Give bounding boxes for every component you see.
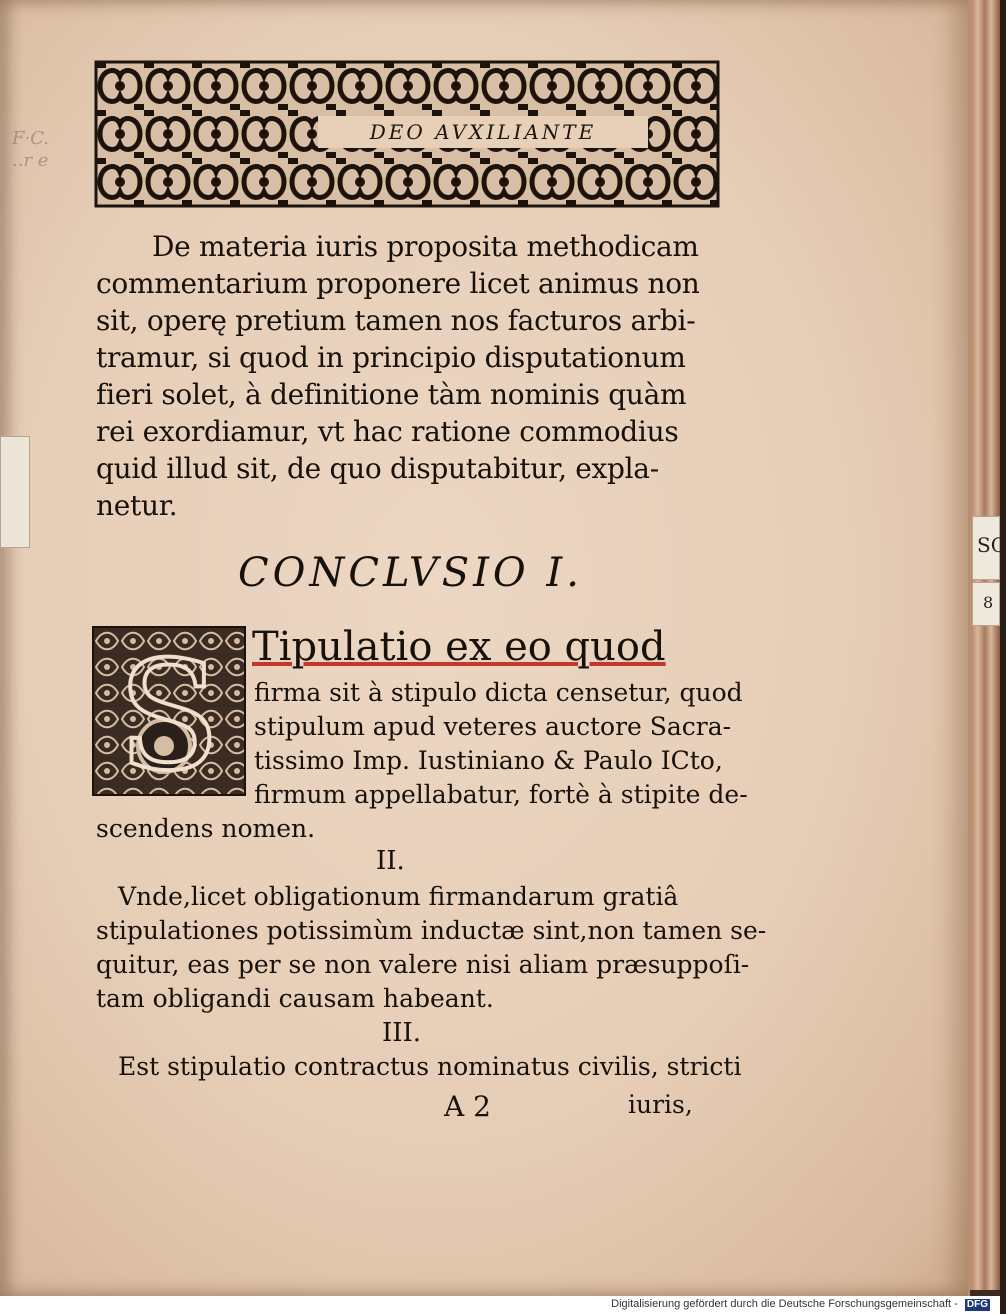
text-line: firma sit à stipulo dicta censetur, quod <box>254 678 743 707</box>
text-line: rei exordiamur, vt hac ratione commodius <box>96 415 679 448</box>
catchword: iuris, <box>628 1090 693 1119</box>
ornament-caption: DEO AVXILIANTE <box>318 116 648 148</box>
text-line: firmum appellabatur, fortè à stipite de- <box>254 780 748 809</box>
decorated-initial-icon <box>92 626 246 804</box>
section-number-3: III. <box>382 1018 422 1048</box>
section-number-2: II. <box>376 846 405 876</box>
header-ornament <box>96 62 718 206</box>
faint-marginalia <box>12 128 49 172</box>
right-paper-tab: 8 <box>972 582 1000 626</box>
text-line: De materia iuris proposita methodicam <box>152 230 699 263</box>
text-line: fieri solet, à definitione tàm nominis quàm <box>96 378 687 411</box>
text-line: sit, operę pretium tamen nos facturos arbi- <box>96 304 696 337</box>
signature-mark: A 2 <box>444 1090 491 1123</box>
footer-credit-text: Digitalisierung gefördert durch die Deutsche Forschungsgemeinschaft - <box>611 1298 958 1310</box>
dfg-logo-icon: DFG <box>966 1299 988 1310</box>
footer-bar <box>0 1296 1000 1314</box>
text-line: commentarium proponere licet animus non <box>96 267 700 300</box>
initial-ornament <box>94 628 244 804</box>
text-line: stipulationes potissimùm inductæ sint,non tamen se- <box>96 916 767 945</box>
text-line: stipulum apud veteres auctore Sacra- <box>254 712 732 741</box>
left-paper-tab <box>0 436 30 548</box>
conclusion-heading: CONCLVSIO I. <box>238 550 583 596</box>
section-1-first-line <box>252 624 666 670</box>
text-line: quitur, eas per se non valere nisi aliam præsuppoſi- <box>96 950 750 979</box>
text-line: Vnde,licet obligationum firmandarum gratiâ <box>118 882 679 911</box>
intro-paragraph <box>96 228 716 524</box>
text-line: tramur, si quod in principio disputationum <box>96 341 686 374</box>
text-line: scendens nomen. <box>96 814 316 843</box>
underlined-first-line: Tipulatio ex eo quod <box>252 624 666 670</box>
text-line: Est stipulatio contractus nominatus civilis, stricti <box>118 1052 742 1081</box>
text-line: netur. <box>96 489 178 522</box>
right-paper-tab: SC <box>972 516 1000 580</box>
footer-credit <box>611 1298 990 1311</box>
faint-note: ..r e <box>12 150 49 171</box>
text-line: quid illud sit, de quo disputabitur, expla- <box>96 452 659 485</box>
text-line: tissimo Imp. Iustiniano & Paulo ICto, <box>254 746 723 775</box>
drop-cap-letter: S <box>117 630 221 804</box>
faint-note: F·C. <box>12 128 50 149</box>
text-line: tam obligandi causam habeant. <box>96 984 494 1013</box>
